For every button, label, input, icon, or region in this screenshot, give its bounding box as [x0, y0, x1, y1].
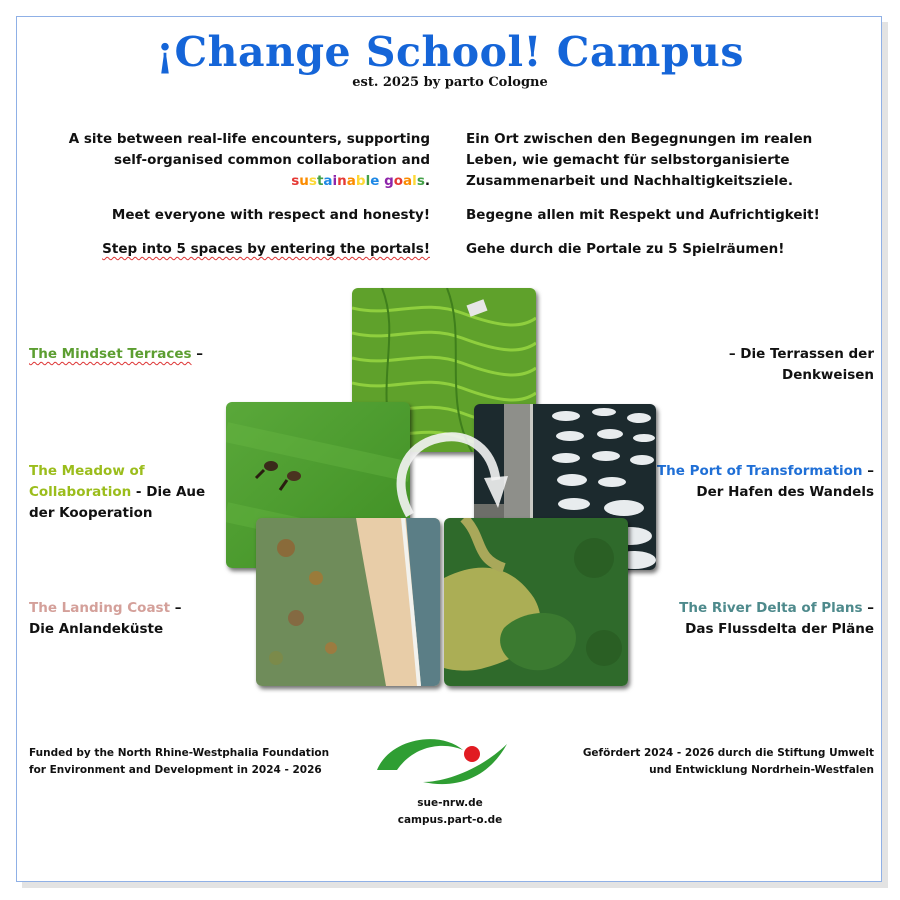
dash: – — [191, 346, 204, 362]
space-name-de: Die Aue der Kooperation — [29, 484, 206, 521]
funding-english: Funded by the North Rhine-Westphalia Foundation for Environment and Development in 2024 - 2026 — [29, 747, 330, 776]
space-name-en: The Landing Coast — [29, 600, 171, 616]
dash: – — [862, 463, 874, 479]
intro-german: Ein Ort zwischen den Begegnungen im realen Leben, wie gemacht für selbstorganisierte Zusammenarbeit und Nachhaltigkeitsziele. — [466, 131, 813, 189]
space-name-de: Der Hafen des Wandels — [696, 484, 874, 500]
funding-german: Gefördert 2024 - 2026 durch die Stiftung Umwelt und Entwicklung Nordrhein-Westfalen — [582, 747, 874, 776]
circular-arrow-icon — [380, 420, 520, 550]
space-name-en: The Meadow of Collaboration — [29, 463, 145, 500]
links-block — [380, 795, 520, 829]
portals-english: Step into 5 spaces by entering the portals! — [102, 241, 430, 257]
page-subtitle: est. 2025 by parto Cologne — [352, 75, 548, 90]
dash: – — [170, 600, 182, 616]
space-name-de: Die Anlandeküste — [29, 621, 164, 637]
space-label-terrassen — [700, 344, 874, 386]
foundation-link[interactable]: sue-nrw.de — [417, 797, 483, 809]
intro-english — [60, 129, 430, 192]
space-label-mindset-terraces — [29, 344, 229, 365]
space-label-river-delta — [650, 598, 874, 640]
space-label-landing-coast — [29, 598, 229, 640]
sustainable-goals-highlight: sustainable goals — [291, 173, 425, 189]
respect-german: Begegne allen mit Respekt und Aufrichtigkeit! — [466, 207, 820, 223]
space-name-de: – Die Terrassen der Denkweisen — [728, 346, 874, 383]
space-name-en: The Mindset Terraces — [29, 346, 192, 362]
page-title: ¡Change School! Campus — [156, 28, 744, 76]
space-name-de: Das Flussdelta der Pläne — [685, 621, 874, 637]
space-name-en: The Port of Transformation — [656, 463, 863, 479]
portals-german: Gehe durch die Portale zu 5 Spielräumen! — [466, 241, 785, 257]
space-label-port — [650, 461, 874, 503]
respect-english: Meet everyone with respect and honesty! — [111, 207, 430, 223]
dash: – — [862, 600, 874, 616]
foundation-logo-icon — [375, 730, 515, 790]
intro-english-period: . — [424, 173, 430, 189]
campus-link[interactable]: campus.part-o.de — [397, 814, 503, 826]
space-name-en: The River Delta of Plans — [679, 600, 863, 616]
space-label-meadow — [29, 461, 219, 524]
dash: - — [131, 484, 147, 500]
intro-english-text: A site between real-life encounters, supporting self-organised common collaboration and — [68, 131, 430, 168]
